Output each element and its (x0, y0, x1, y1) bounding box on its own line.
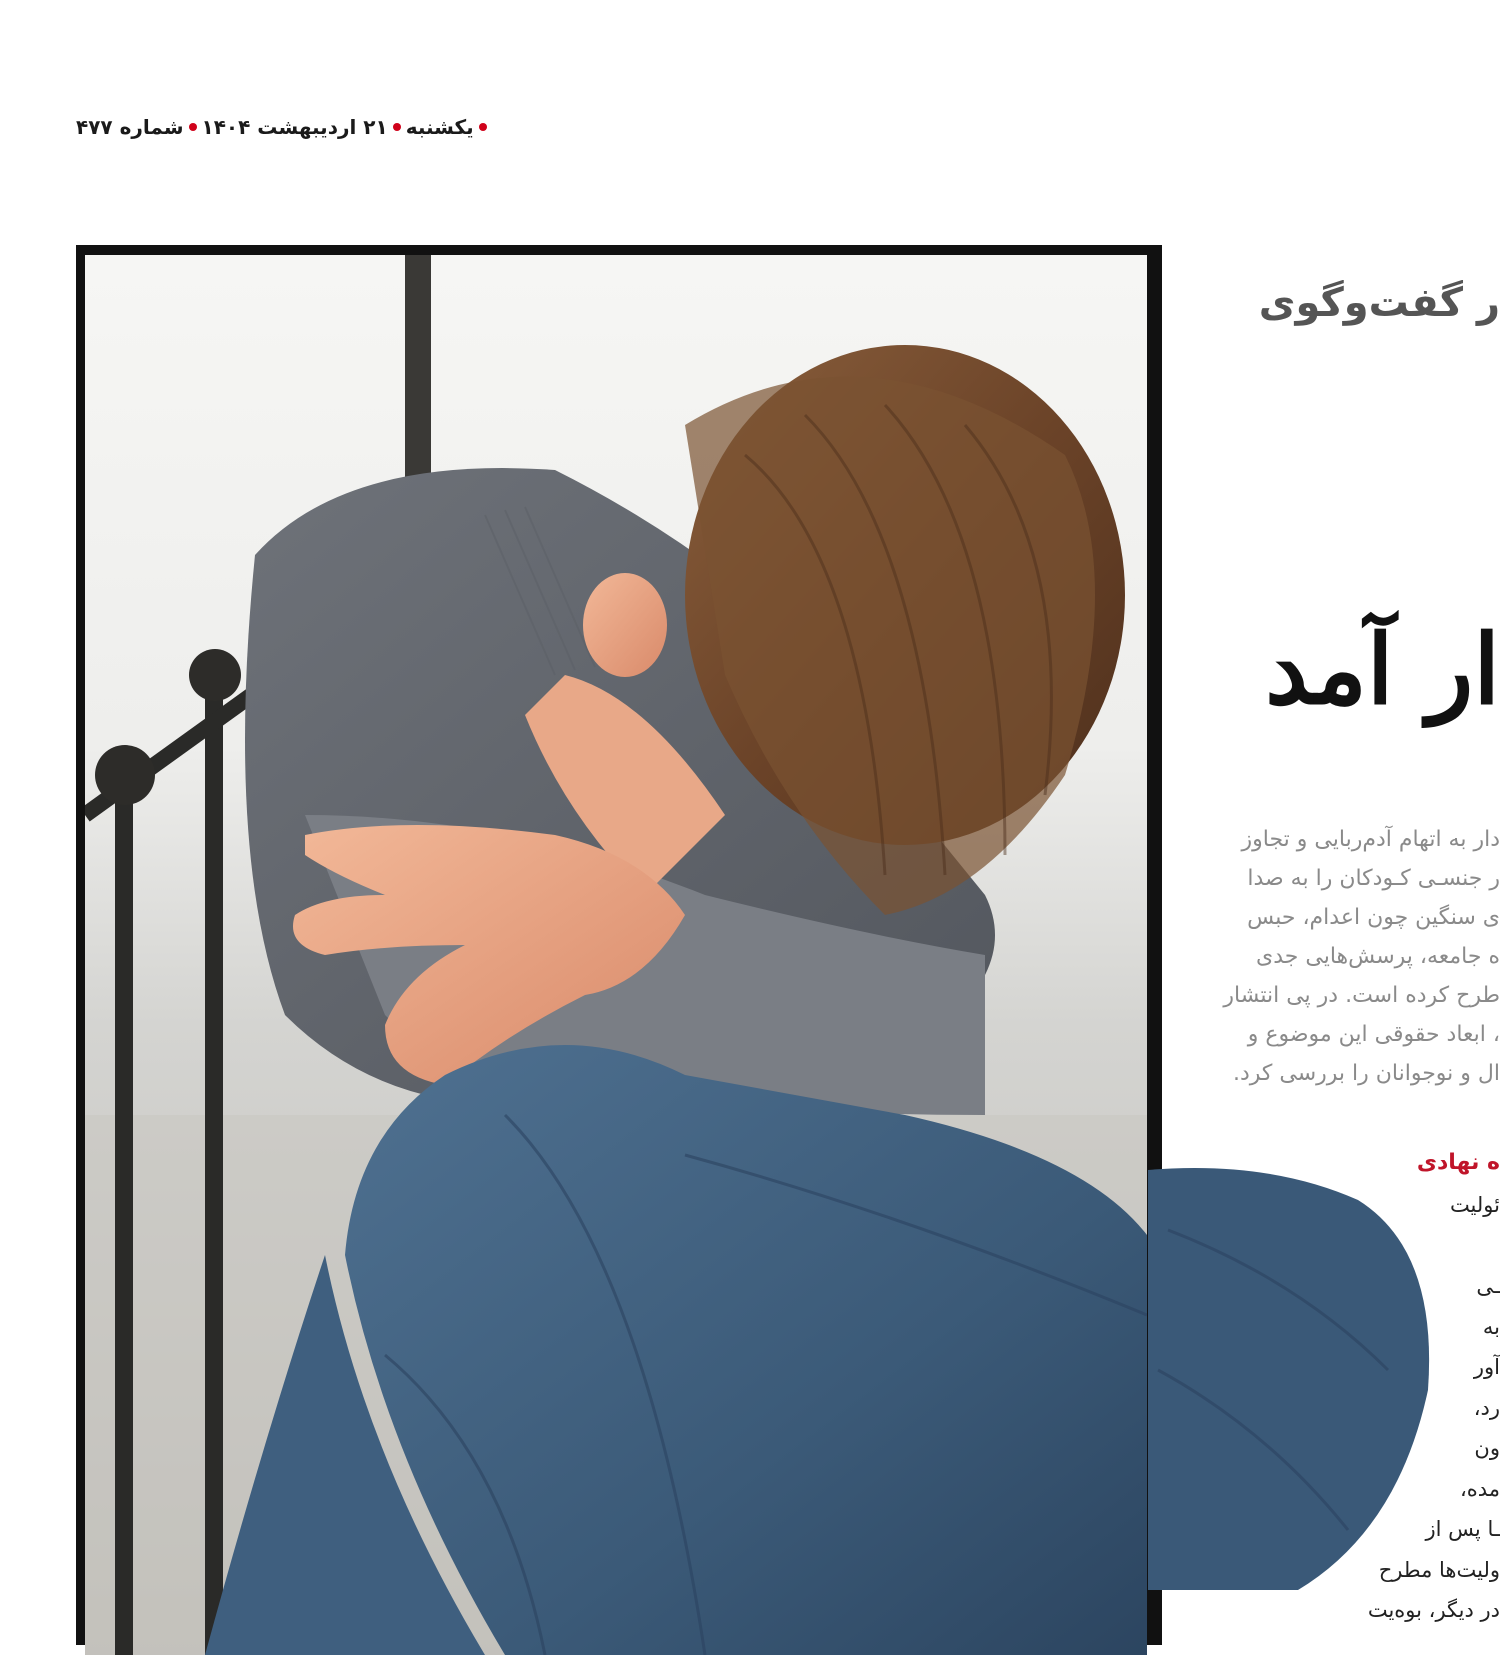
article-headline: ار آمد (1265, 613, 1500, 726)
bullet-dot-icon (393, 123, 401, 131)
body-line: ئولیت (1449, 1193, 1500, 1217)
article-byline: ه نهادی (1416, 1150, 1500, 1175)
body-line: به (1482, 1314, 1500, 1339)
article-body (1330, 1185, 1500, 1631)
lead-line: ر جنسـی کـودکان را به صدا (1247, 866, 1500, 891)
lead-line: دار به اتهام آدم‌ربایی و تجاوز (1241, 827, 1500, 852)
photo-frame (76, 245, 1162, 1645)
body-line: رد، (1473, 1395, 1500, 1420)
dateline (76, 112, 492, 142)
bullet-dot-icon (189, 123, 197, 131)
lead-line: ه جامعه، پرسش‌هایی جدی (1256, 944, 1500, 969)
dateline-date: ۲۱ اردیبهشت ۱۴۰۴ (201, 115, 388, 139)
body-line: ـی (1476, 1274, 1500, 1298)
article-kicker: ر گفت‌وگوی (1258, 280, 1500, 326)
dateline-issue: شماره ۴۷۷ (76, 115, 184, 139)
bullet-dot-icon (479, 123, 487, 131)
lead-line: ، ابعاد حقوقی این موضوع و (1247, 1022, 1500, 1047)
child-photo-illustration (85, 255, 1147, 1655)
article-photo (85, 255, 1147, 1655)
body-line (1330, 1226, 1500, 1267)
dateline-day: یکشنبه (405, 115, 474, 139)
body-line: ون (1474, 1436, 1500, 1460)
lead-line: ی سنگین چون اعدام، حبس (1247, 905, 1500, 930)
lead-line: ال و نوجوانان را بررسی کرد. (1232, 1061, 1500, 1086)
body-line: مده، (1459, 1476, 1500, 1501)
article-lead (1210, 820, 1500, 1093)
body-line: در دیگر، بوه‌یت (1367, 1598, 1500, 1622)
body-line: آور (1473, 1355, 1500, 1379)
body-line: ولیت‌ها مطرح (1378, 1557, 1500, 1582)
body-line: ـا پس از (1425, 1517, 1500, 1541)
lead-line: طرح کرده است. در پی انتشار (1223, 983, 1500, 1008)
